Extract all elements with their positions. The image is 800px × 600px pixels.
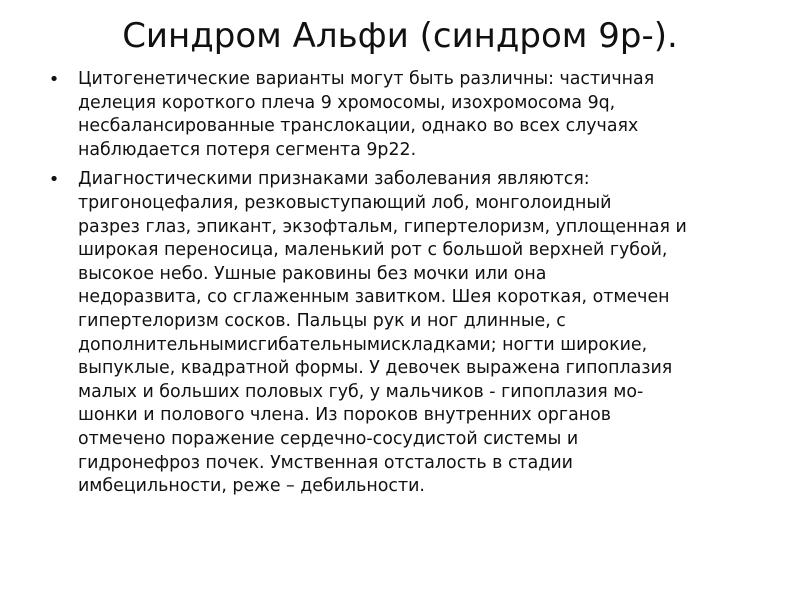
bullet-list	[44, 68, 764, 505]
bullet-marker: •	[48, 69, 60, 90]
bullet-marker: •	[48, 169, 60, 191]
bullet-item-diagnostics	[44, 168, 764, 498]
bullet-item-cytogenetics	[44, 68, 764, 162]
bullet-text-diagnostics: Диагностическими признаками заболевания являются: тригоноцефалия, резковыступающий лоб, монголоидный разрез глаз, эпикант, экзофтальм, гипертелоризм, уплощенная и широкая переносица, маленький рот с большой верхней губой, высокое небо. Ушные раковины без мочки или она недоразвита, со сглаженным завитком. Шея короткая, отмечен гипертелоризм сосков. Пальцы рук и ног длинные, с дополнительнымисгибательнымискладками; ногти широкие, выпуклые, квадратной формы. У девочек выражена гипоплазия малых и больших половых губ, у мальчиков - гипоплазия мо- шонки и полового члена. Из пороков внутренних органов отмечено поражение сердечно-сосудистой системы и гидронефроз почек. Умственная отсталость в стадии имбецильности, реже – дебильности.	[78, 169, 687, 497]
bullet-text-cytogenetics: Цитогенетические варианты могут быть различны: частичная делеция короткого плеча 9 хромосомы, изохромосома 9q, несбалансированные транслокации, однако во всех случаях наблюдается потеря сегмента 9р22.	[78, 69, 655, 160]
slide-title: Синдром Альфи (синдром 9р-).	[122, 16, 678, 56]
